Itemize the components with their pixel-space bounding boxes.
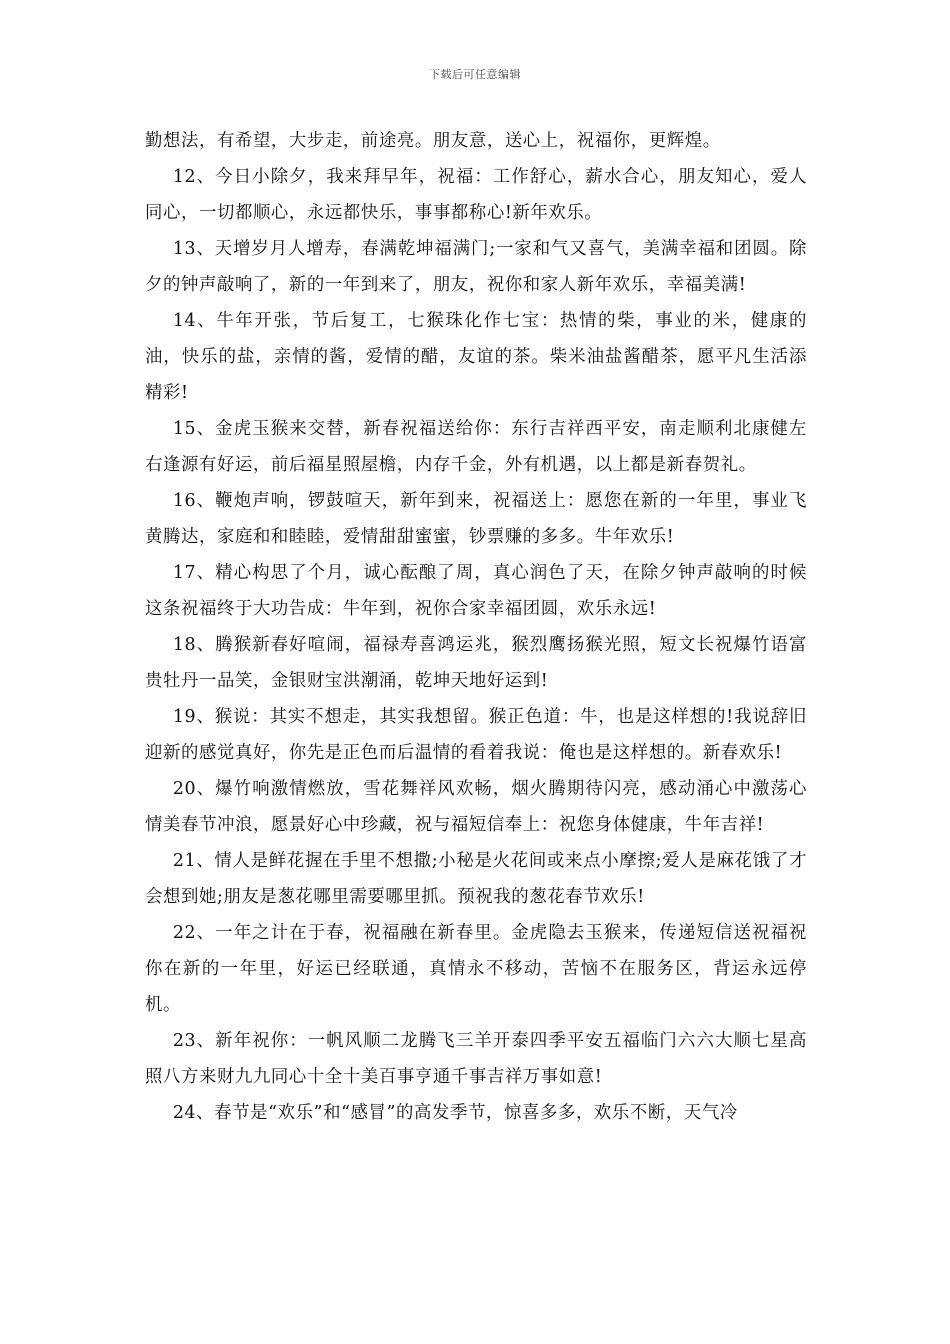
paragraph: 15、金虎玉猴来交替，新春祝福送给你：东行吉祥西平安，南走顺利北康健左右逢源有好运，前后福星照屋檐，内存千金，外有机遇，以上都是新春贺礼。 [145, 419, 807, 475]
paragraph: 20、爆竹响激情燃放，雪花舞祥风欢畅，烟火腾期待闪亮，感动涌心中激荡心情美春节冲浪，愿景好心中珍藏，祝与福短信奉上：祝您身体健康，牛年吉祥! [145, 779, 807, 835]
paragraph: 17、精心构思了个月，诚心酝酿了周，真心润色了天，在除夕钟声敲响的时候这条祝福终于大功告成：牛年到，祝你合家幸福团圆，欢乐永远! [145, 563, 807, 619]
document-body [145, 123, 807, 1131]
paragraph: 12、今日小除夕，我来拜早年，祝福：工作舒心，薪水合心，朋友知心，爱人同心，一切都顺心，永远都快乐，事事都称心!新年欢乐。 [145, 167, 807, 223]
page-header: 下载后可任意编辑 [429, 68, 521, 81]
paragraph: 16、鞭炮声响，锣鼓喧天，新年到来，祝福送上：愿您在新的一年里，事业飞黄腾达，家庭和和睦睦，爱情甜甜蜜蜜，钞票赚的多多。牛年欢乐! [145, 491, 807, 547]
paragraph: 22、一年之计在于春，祝福融在新春里。金虎隐去玉猴来，传递短信送祝福祝你在新的一年里，好运已经联通，真情永不移动，苦恼不在服务区，背运永远停机。 [145, 923, 807, 1015]
paragraph: 18、腾猴新春好喧闹，福禄寿喜鸿运兆，猴烈鹰扬猴光照，短文长祝爆竹语富贵牡丹一品笑，金银财宝洪潮涌，乾坤天地好运到! [145, 635, 807, 691]
paragraph: 勤想法，有希望，大步走，前途亮。朋友意，送心上，祝福你，更辉煌。 [145, 131, 721, 151]
paragraph: 24、春节是“欢乐”和“感冒”的高发季节，惊喜多多，欢乐不断，天气冷 [172, 1103, 738, 1123]
paragraph: 19、猴说：其实不想走，其实我想留。猴正色道：牛，也是这样想的!我说辞旧迎新的感觉真好，你先是正色而后温情的看着我说：俺也是这样想的。新春欢乐! [145, 707, 807, 763]
paragraph: 13、天增岁月人增寿，春满乾坤福满门;一家和气又喜气，美满幸福和团圆。除夕的钟声敲响了，新的一年到来了，朋友，祝你和家人新年欢乐，幸福美满! [145, 239, 807, 295]
paragraph: 21、情人是鲜花握在手里不想撒;小秘是火花间或来点小摩擦;爱人是麻花饿了才会想到她;朋友是葱花哪里需要哪里抓。预祝我的葱花春节欢乐! [145, 851, 807, 907]
paragraph: 14、牛年开张，节后复工，七猴珠化作七宝：热情的柴，事业的米，健康的油，快乐的盐，亲情的酱，爱情的醋，友谊的茶。柴米油盐酱醋茶，愿平凡生活添精彩! [145, 311, 807, 403]
paragraph: 23、新年祝你：一帆风顺二龙腾飞三羊开泰四季平安五福临门六六大顺七星高照八方来财九九同心十全十美百事亨通千事吉祥万事如意! [145, 1031, 807, 1087]
